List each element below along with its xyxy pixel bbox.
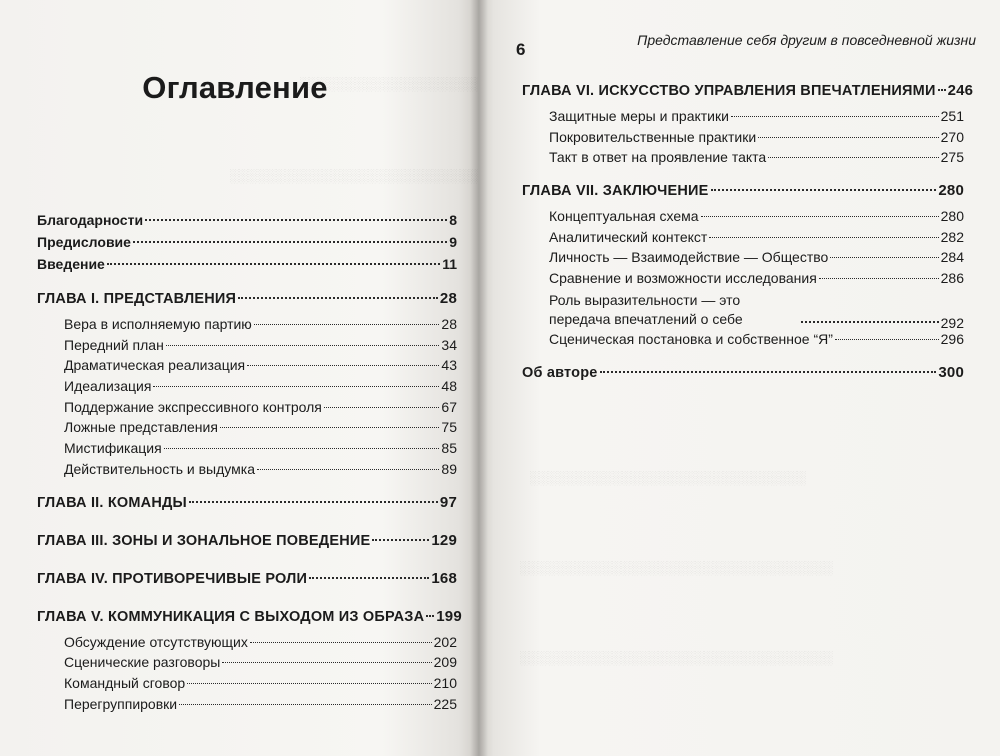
entry-title: ГЛАВА VII. ЗАКЛЮЧЕНИЕ (522, 183, 709, 200)
entry-page: 34 (441, 336, 457, 353)
entry-page: 284 (940, 249, 964, 266)
dot-leader (107, 263, 440, 265)
entry-page: 251 (940, 108, 964, 124)
toc-section[interactable] (37, 675, 457, 696)
toc-section[interactable] (37, 419, 457, 440)
entry-page: 9 (449, 234, 457, 250)
dot-leader (819, 278, 939, 279)
entry-page: 270 (940, 128, 964, 145)
entry-page: 209 (433, 654, 457, 671)
entry-title: Вера в исполняемую партию (64, 316, 252, 332)
toc-section[interactable] (37, 337, 457, 358)
entry-title: ГЛАВА IV. ПРОТИВОРЕЧИВЫЕ РОЛИ (37, 570, 308, 587)
dot-leader (247, 365, 439, 366)
entry-title: ГЛАВА I. ПРЕДСТАВЛЕНИЯ (37, 291, 237, 307)
entry-page: 210 (433, 674, 457, 691)
entry-title: Концептуальная схема (549, 208, 699, 225)
dot-leader (701, 216, 939, 217)
toc-section[interactable] (522, 229, 964, 250)
entry-page: 296 (940, 330, 964, 347)
entry-page: 292 (940, 314, 964, 331)
entry-title: Покровительственные практики (549, 128, 757, 145)
dot-leader (758, 137, 939, 138)
dot-leader (189, 501, 438, 503)
entry-page: 97 (439, 493, 457, 511)
entry-title: ГЛАВА V. КОММУНИКАЦИЯ С ВЫХОДОМ ИЗ ОБРАЗА (37, 608, 425, 625)
toc-chapter-6[interactable] (522, 82, 974, 108)
toc-title: Оглавление (142, 70, 328, 105)
toc-section[interactable] (522, 291, 964, 331)
entry-page: 8 (449, 212, 457, 228)
dot-leader (835, 339, 939, 340)
dot-leader (257, 469, 439, 470)
dot-leader (426, 615, 434, 617)
dot-leader (254, 324, 440, 325)
entry-title: Введение (37, 256, 105, 272)
dot-leader (309, 577, 429, 579)
toc-section[interactable] (37, 378, 457, 399)
entry-title: Личность — Взаимодействие — Общество (549, 249, 829, 266)
bleed-through-decoration: ░░░░░░░░░░░░░░░░░░░░░░░░ (300, 76, 522, 91)
dot-leader (222, 662, 431, 663)
entry-page: 129 (431, 531, 457, 549)
entry-page: 280 (940, 208, 964, 225)
entry-page: 67 (441, 398, 457, 415)
toc-section[interactable] (522, 129, 964, 150)
entry-title: Мистификация (64, 440, 162, 457)
entry-title: Предисловие (37, 234, 131, 250)
entry-title: Сценические разговоры (64, 654, 221, 671)
entry-page: 199 (436, 607, 462, 625)
toc-chapter-7[interactable] (522, 182, 964, 208)
toc-chapter-3[interactable] (37, 532, 457, 558)
entry-title: Командный сговор (64, 674, 186, 691)
entry-page: 48 (441, 378, 457, 395)
toc-section[interactable] (522, 270, 964, 291)
entry-title: Об авторе (522, 364, 598, 381)
dot-leader (238, 297, 438, 299)
toc-section[interactable] (37, 461, 457, 482)
entry-page: 43 (441, 357, 457, 374)
entry-page: 85 (441, 440, 457, 457)
toc-section[interactable] (37, 654, 457, 675)
running-head: Представление себя другим в повседневной жизни (637, 32, 976, 48)
entry-page: 89 (441, 460, 457, 477)
entry-page: 11 (442, 256, 457, 272)
toc-list-left (37, 212, 462, 716)
toc-chapter-4[interactable] (37, 570, 457, 596)
toc-entry-introduction[interactable] (37, 256, 457, 278)
toc-section[interactable] (522, 149, 964, 170)
dot-leader (324, 407, 440, 408)
toc-section[interactable] (522, 331, 964, 352)
entry-title: ГЛАВА VI. ИСКУССТВО УПРАВЛЕНИЯ ВПЕЧАТЛЕНИЯМИ (522, 83, 936, 99)
dot-leader (600, 371, 937, 373)
toc-section[interactable] (37, 440, 457, 461)
entry-title: Сравнение и возможности исследования (549, 270, 817, 287)
toc-section[interactable] (522, 249, 964, 270)
dot-leader (153, 386, 439, 387)
entry-title: Защитные меры и практики (549, 108, 729, 124)
dot-leader (145, 219, 447, 221)
toc-section[interactable] (37, 634, 457, 655)
dot-leader (801, 321, 939, 323)
entry-title: Роль выразительности — это передача впечатлений о себе (549, 291, 743, 327)
entry-page: 28 (439, 290, 457, 307)
toc-chapter-1[interactable] (37, 290, 457, 316)
entry-title: Идеализация (64, 378, 152, 395)
dot-leader (731, 116, 939, 117)
toc-list-right (522, 82, 974, 390)
dot-leader (709, 237, 938, 238)
entry-page: 75 (441, 419, 457, 436)
dot-leader (711, 189, 937, 191)
toc-about-author[interactable] (522, 364, 964, 390)
entry-title: ГЛАВА II. КОМАНДЫ (37, 494, 187, 511)
dot-leader (768, 157, 938, 158)
entry-title: Передний план (64, 336, 164, 353)
dot-leader (133, 241, 447, 243)
entry-title: Ложные представления (64, 419, 218, 436)
book-gutter-shadow (470, 0, 488, 756)
entry-page: 246 (947, 82, 974, 99)
toc-entry-acknowledgements[interactable] (37, 212, 457, 234)
entry-page: 275 (940, 149, 964, 166)
toc-entry-preface[interactable] (37, 234, 457, 256)
entry-title: Поддержание экспрессивного контроля (64, 398, 322, 415)
entry-title: Перегруппировки (64, 695, 178, 712)
toc-section[interactable] (37, 399, 457, 420)
entry-title: Такт в ответ на проявление такта (549, 149, 767, 166)
toc-chapter-5[interactable] (37, 607, 462, 634)
dot-leader (372, 539, 429, 541)
entry-title: Обсуждение отсутствующих (64, 633, 248, 650)
toc-chapter-2[interactable] (37, 494, 457, 520)
toc-section[interactable] (37, 357, 457, 378)
entry-page: 280 (938, 182, 964, 200)
toc-section[interactable] (522, 108, 964, 129)
entry-page: 225 (433, 695, 457, 712)
dot-leader (164, 448, 440, 449)
toc-section[interactable] (37, 316, 457, 337)
entry-title: Действительность и выдумка (64, 460, 255, 477)
entry-title: Драматическая реализация (64, 357, 246, 374)
page-number: 6 (516, 40, 526, 59)
entry-title: Благодарности (37, 212, 144, 228)
dot-leader (187, 683, 431, 684)
entry-page: 286 (940, 270, 964, 287)
dot-leader (166, 345, 440, 346)
dot-leader (250, 642, 432, 643)
entry-page: 28 (441, 316, 457, 332)
dot-leader (179, 704, 432, 705)
entry-page: 282 (940, 228, 964, 245)
dot-leader (220, 427, 440, 428)
entry-page: 168 (431, 569, 457, 587)
toc-section[interactable] (37, 696, 457, 717)
bleed-through-decoration: ░░░░░░░░░░░░░░░░░░░░░░░░░░░░░░░ (230, 168, 516, 183)
entry-title: ГЛАВА III. ЗОНЫ И ЗОНАЛЬНОЕ ПОВЕДЕНИЕ (37, 532, 371, 549)
entry-page: 300 (938, 363, 964, 381)
dot-leader (938, 89, 946, 91)
dot-leader (830, 257, 938, 258)
toc-section[interactable] (522, 208, 964, 229)
entry-title: Сценическая постановка и собственное “Я” (549, 330, 833, 347)
entry-page: 202 (433, 633, 457, 650)
entry-title: Аналитический контекст (549, 228, 708, 245)
